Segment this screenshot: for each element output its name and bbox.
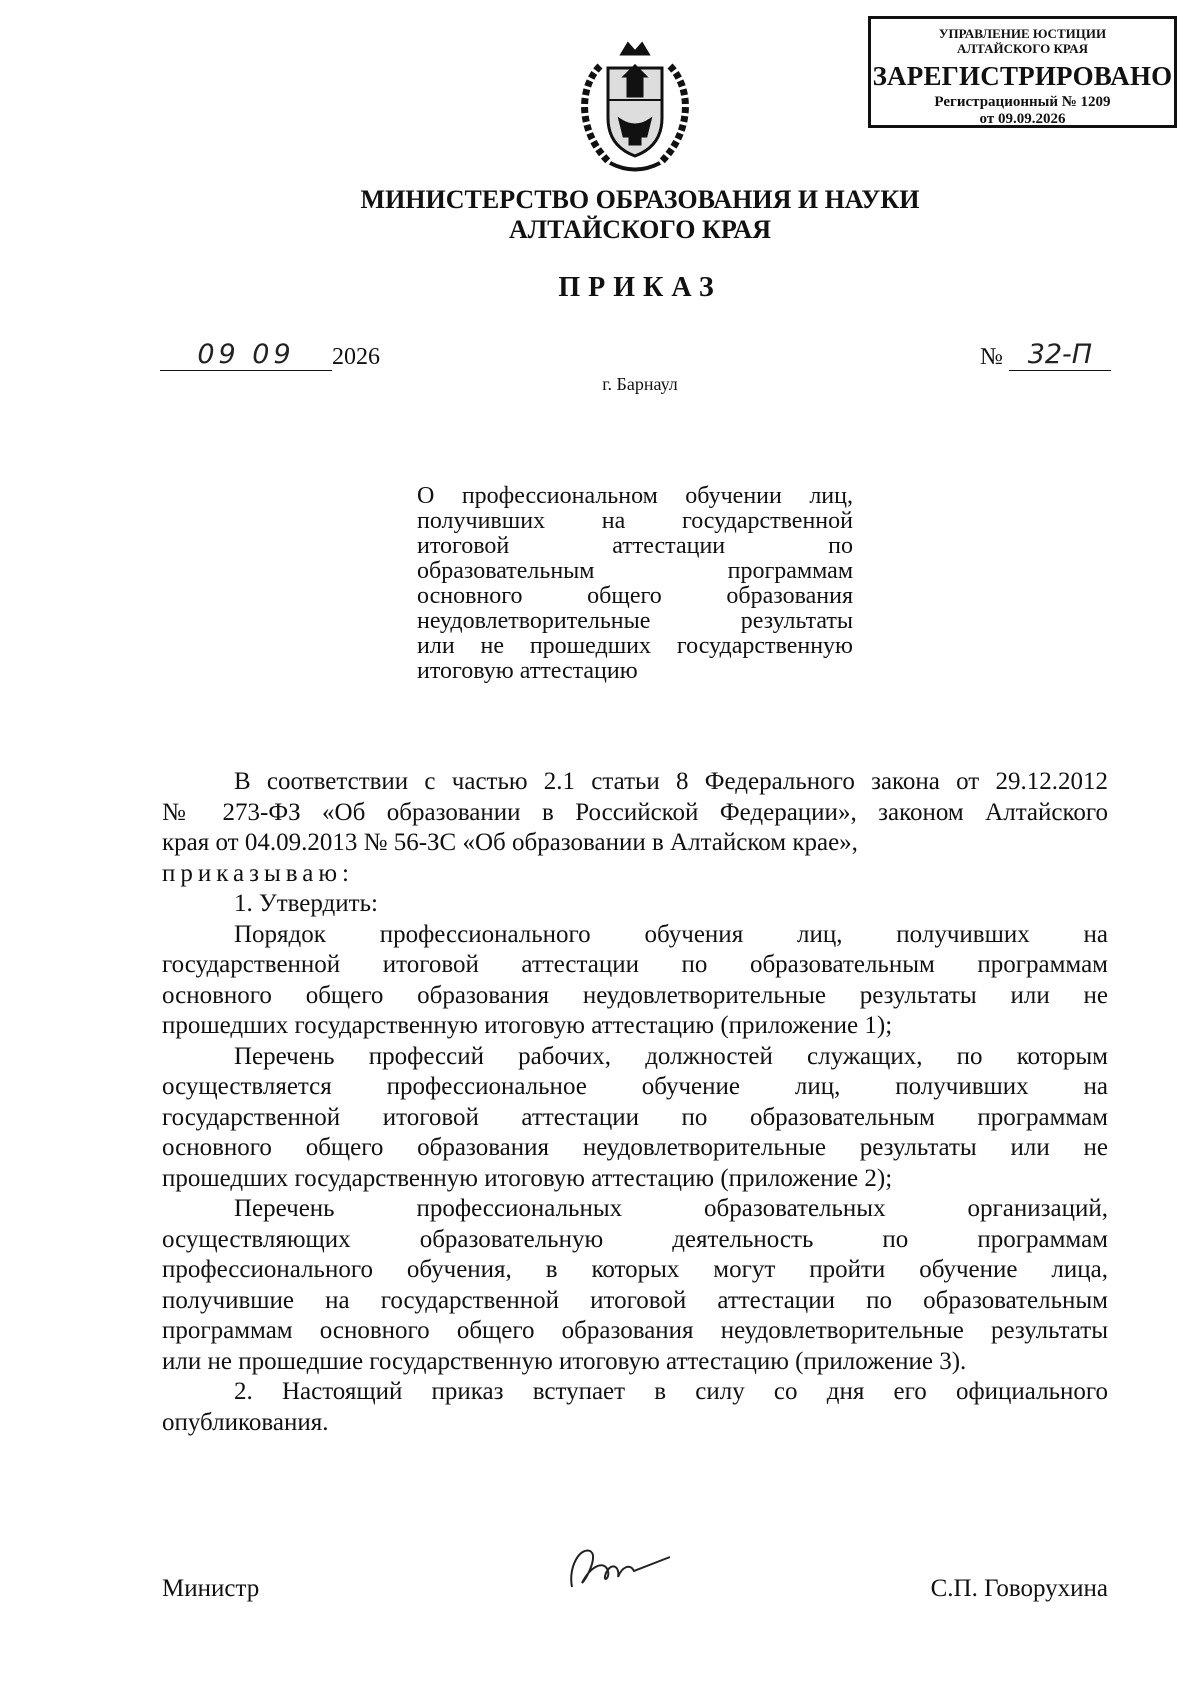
- item1c-line: профессионального обучения, в которых могут пройти обучение лица,: [162, 1256, 1108, 1283]
- subject-line: итоговую аттестацию: [417, 658, 638, 684]
- altai-krai-coat-of-arms-icon: [570, 38, 700, 180]
- order-date: [160, 340, 380, 371]
- order-subject: [417, 484, 853, 684]
- issue-city: г. Барнаул: [602, 374, 678, 394]
- signature-block: [0, 1565, 1200, 1625]
- order-year: 2026: [332, 344, 380, 370]
- subject-line: получивших на государственной: [417, 508, 853, 534]
- item1b-line: Перечень профессий рабочих, должностей служащих, по которым: [234, 1042, 1108, 1070]
- handwritten-signature-icon: [560, 1537, 680, 1597]
- ministry-line2: АЛТАЙСКОГО КРАЯ: [509, 215, 771, 244]
- handwritten-number: 32-П: [1009, 340, 1111, 371]
- subject-line: образовательным программам: [417, 558, 853, 584]
- item1b-line: основного общего образования неудовлетворительные результаты или не: [162, 1134, 1108, 1161]
- item1c-line: Перечень профессиональных образовательных организаций,: [234, 1195, 1108, 1222]
- subject-line: неудовлетворительные результаты: [417, 608, 853, 634]
- preamble-line: № 273-ФЗ «Об образовании в Российской Федерации», законом Алтайского: [162, 798, 1108, 826]
- item1c-line: осуществляющих образовательную деятельность по программам: [162, 1225, 1108, 1253]
- item1a-line: прошедших государственную итоговую аттестацию (приложение 1);: [162, 1012, 893, 1039]
- subject-line: основного общего образования: [417, 583, 853, 609]
- item1b-line: прошедших государственную итоговую аттестацию (приложение 2);: [162, 1164, 893, 1192]
- preamble-line: края от 04.09.2013 № 56-ЗС «Об образовании в Алтайском крае»,: [162, 829, 858, 856]
- ministry-line1: МИНИСТЕРСТВО ОБРАЗОВАНИЯ И НАУКИ: [360, 185, 920, 214]
- stamp-status: ЗАРЕГИСТРИРОВАНО: [872, 60, 1173, 91]
- order-number: [980, 340, 1111, 371]
- signatory-name: С.П. Говорухина: [930, 1575, 1108, 1602]
- item1a-line: Порядок профессионального обучения лиц, получивших на: [234, 920, 1108, 948]
- registration-stamp: [868, 16, 1177, 128]
- order-word: приказываю:: [162, 859, 354, 887]
- subject-line: О профессиональном обучении лиц,: [417, 483, 853, 509]
- number-prefix: №: [980, 344, 1003, 370]
- item1b-line: осуществляется профессиональное обучение лиц, получивших на: [162, 1073, 1108, 1100]
- item2-line: 2. Настоящий приказ вступает в силу со дня его официального: [234, 1378, 1108, 1405]
- item1-title: 1. Утвердить:: [234, 890, 378, 917]
- subject-line: итоговой аттестации по: [417, 533, 853, 559]
- stamp-org-line2: АЛТАЙСКОГО КРАЯ: [957, 40, 1088, 56]
- preamble-line: В соответствии с частью 2.1 статьи 8 Федерального закона от 29.12.2012: [234, 768, 1108, 795]
- item1c-line: программам основного общего образования неудовлетворительные результаты: [162, 1317, 1108, 1344]
- stamp-reg-date: от 09.09.2026: [979, 111, 1066, 128]
- document-type-title: ПРИКАЗ: [558, 272, 722, 303]
- item1c-line: получившие на государственной итоговой аттестации по образовательным: [162, 1286, 1108, 1314]
- stamp-org-line1: УПРАВЛЕНИЕ ЮСТИЦИИ: [938, 26, 1107, 41]
- ministry-name: [250, 185, 1030, 245]
- stamp-reg-number: Регистрационный № 1209: [934, 93, 1111, 110]
- item1c-line: или не прошедшие государственную итоговую аттестацию (приложение 3).: [162, 1347, 967, 1375]
- item2-line: опубликования.: [162, 1408, 329, 1436]
- handwritten-date: 09 09: [160, 340, 332, 371]
- subject-line: или не прошедших государственную: [417, 633, 853, 659]
- item1a-line: основного общего образования неудовлетворительные результаты или не: [162, 981, 1108, 1009]
- item1a-line: государственной итоговой аттестации по образовательным программам: [162, 951, 1108, 978]
- signatory-position: Министр: [162, 1575, 260, 1602]
- order-body: [162, 767, 1108, 1438]
- item1b-line: государственной итоговой аттестации по образовательным программам: [162, 1103, 1108, 1131]
